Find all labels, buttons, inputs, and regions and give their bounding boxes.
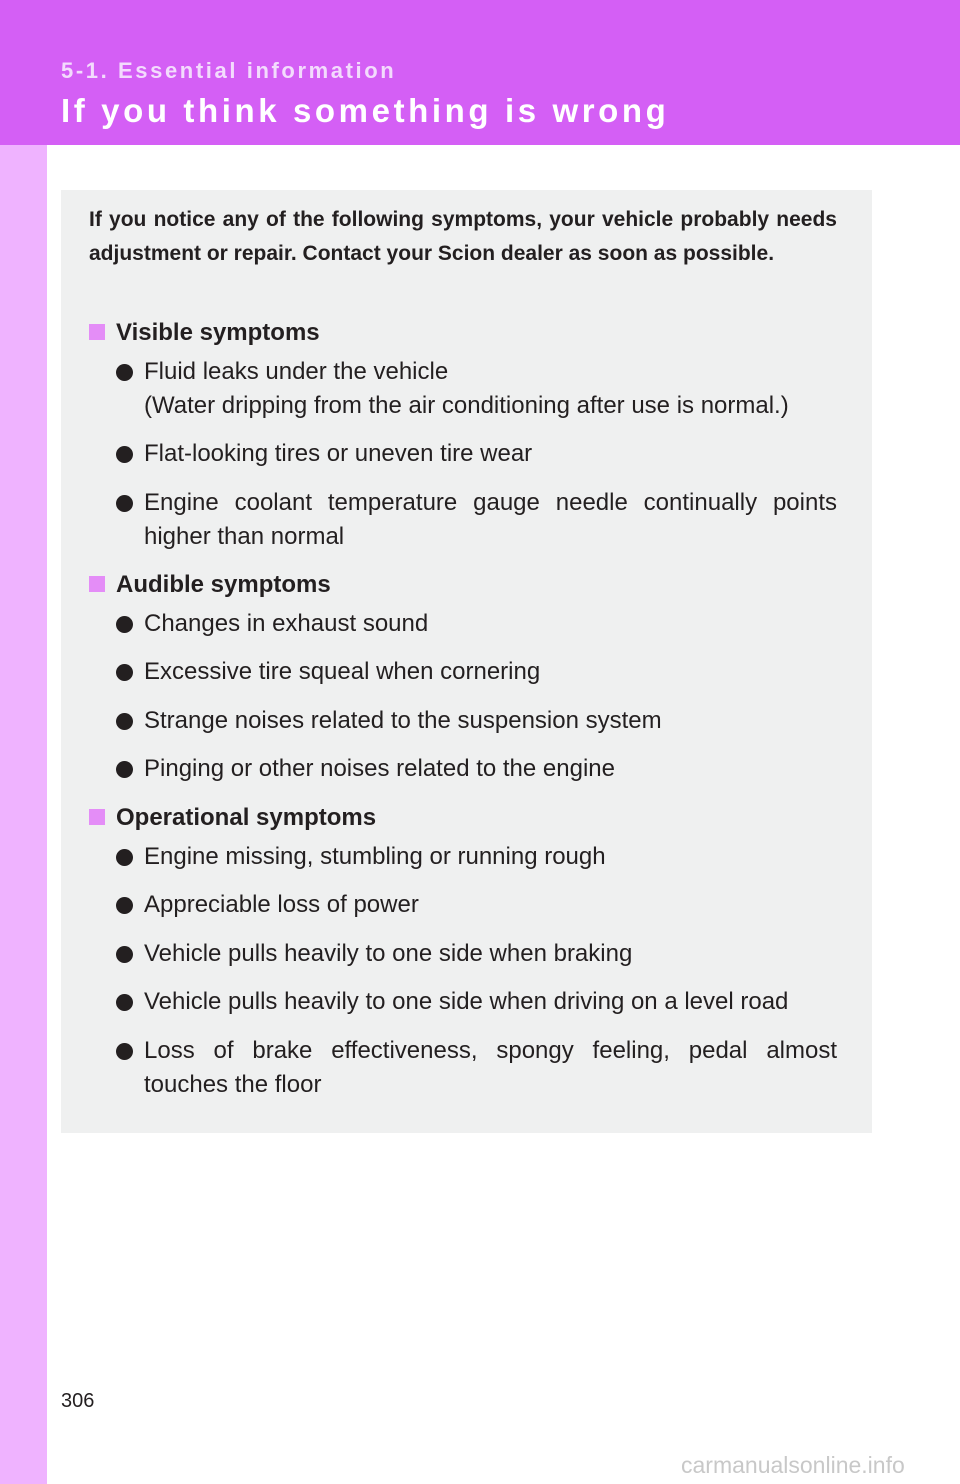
bullet-dot-icon [116,364,133,381]
page-title: If you think something is wrong [61,92,670,129]
bullet-dot-icon [116,616,133,633]
heading-operational-symptoms [89,803,376,833]
list-item-text: Changes in exhaust sound [144,610,429,637]
page-number: 306 [61,1390,95,1412]
heading-visible-symptoms [89,318,320,348]
list-item [116,486,837,554]
list-item [116,607,837,641]
heading-label: Visible symptoms [116,319,320,346]
list-item-text: Excessive tire squeal when cornering [144,658,541,685]
heading-label: Audible symptoms [116,571,331,598]
list-item [116,655,837,689]
square-bullet-icon [89,324,105,340]
bullet-dot-icon [116,664,133,681]
bullet-dot-icon [116,713,133,730]
list-item-text: Flat-looking tires or uneven tire wear [144,440,533,467]
side-color-strip [0,145,47,1484]
list-item [116,888,837,922]
heading-audible-symptoms [89,570,331,600]
square-bullet-icon [89,576,105,592]
bullet-dot-icon [116,446,133,463]
list-item-text: Fluid leaks under the vehicle [144,358,449,385]
bullet-dot-icon [116,1043,133,1060]
list-item-text: Pinging or other noises related to the engine [144,755,615,782]
list-item-text: Strange noises related to the suspension system [144,707,662,734]
list-item-text: Loss of brake effectiveness, spongy feeling, pedal almost touches the floor [144,1037,837,1098]
square-bullet-icon [89,809,105,825]
bullet-dot-icon [116,897,133,914]
list-item [116,752,837,786]
watermark: carmanualsonline.info [681,1452,905,1478]
symptoms-box [61,190,872,1133]
list-item [116,704,837,738]
list-item-text: Vehicle pulls heavily to one side when braking [144,940,633,967]
list-item [116,985,837,1019]
chapter-header [0,0,960,145]
list-item-text: Engine missing, stumbling or running rough [144,843,606,870]
list-item [116,355,837,423]
section-label: 5-1. Essential information [61,58,397,83]
list-item-note: (Water dripping from the air conditioning after use is normal.) [144,392,789,419]
heading-label: Operational symptoms [116,804,377,831]
list-item-text: Vehicle pulls heavily to one side when driving on a level road [144,988,789,1015]
list-item-text: Appreciable loss of power [144,891,419,918]
bullet-dot-icon [116,946,133,963]
list-item [116,1034,837,1102]
list-item-text: Engine coolant temperature gauge needle continually points higher than normal [144,489,837,550]
list-item [116,437,837,471]
bullet-dot-icon [116,994,133,1011]
list-item [116,840,837,874]
list-item [116,937,837,971]
bullet-dot-icon [116,761,133,778]
intro-text: If you notice any of the following symptoms, your vehicle probably needs adjustment or repair. Contact your Scion dealer as soon as possible. [89,208,837,265]
bullet-dot-icon [116,849,133,866]
bullet-dot-icon [116,495,133,512]
